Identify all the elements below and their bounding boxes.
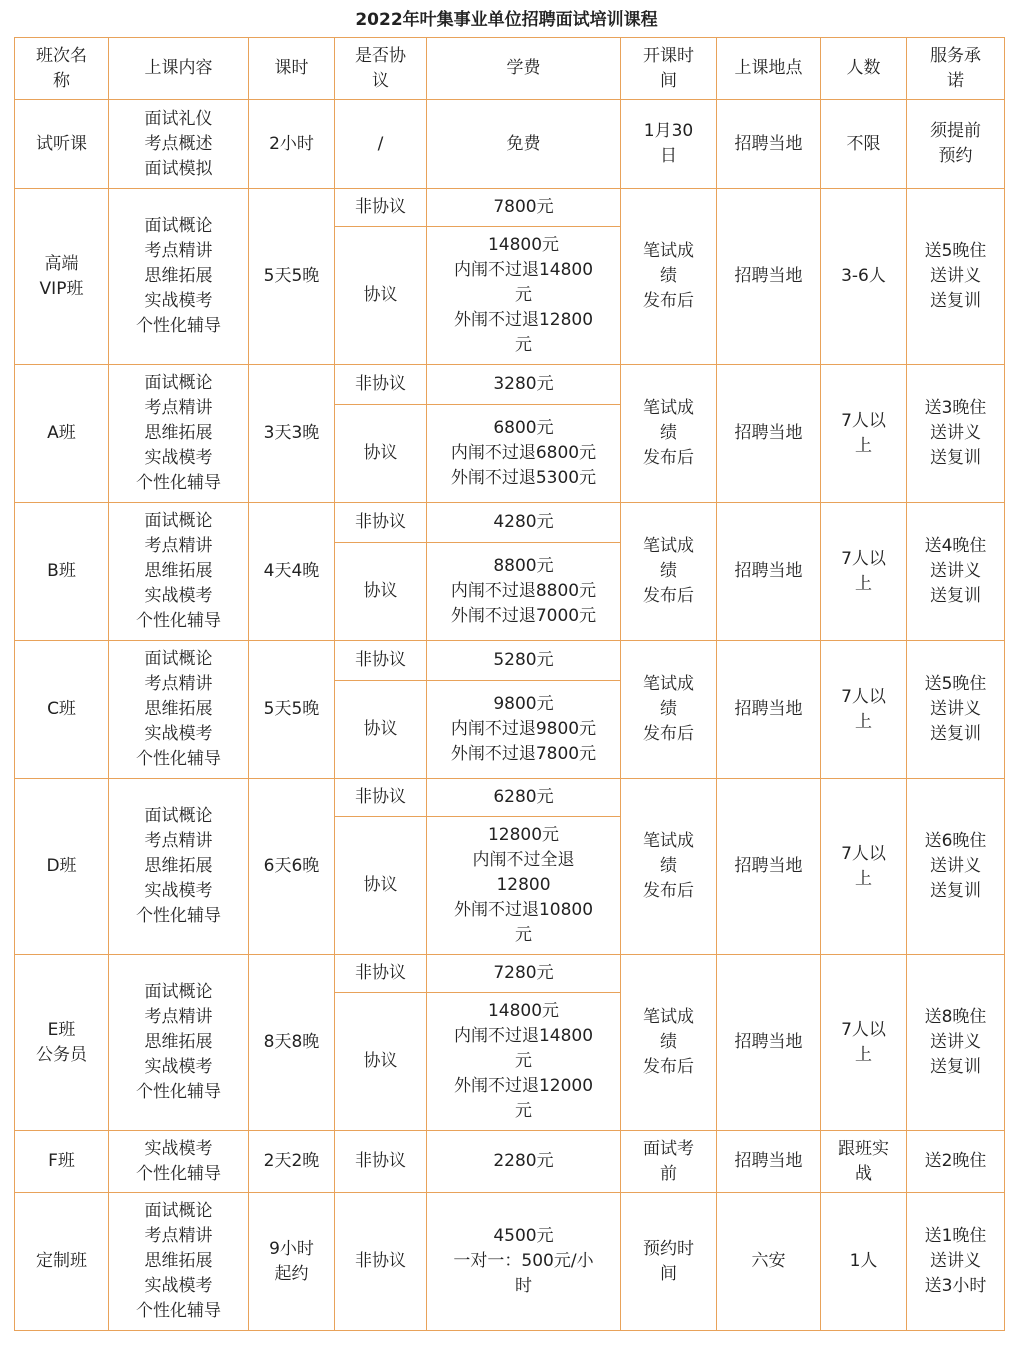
class-location: 招聘当地 — [717, 779, 821, 955]
class-start: 笔试成 绩 发布后 — [621, 779, 717, 955]
class-fee: 14800元 内闱不过退14800 元 外闱不过退12800 元 — [427, 227, 621, 365]
class-agreement: 非协议 — [335, 1131, 427, 1193]
class-location: 招聘当地 — [717, 503, 821, 641]
class-name: E班 公务员 — [15, 955, 109, 1131]
class-content: 面试概论 考点精讲 思维拓展 实战模考 个性化辅导 — [109, 503, 249, 641]
class-non-agreement: 非协议 — [335, 503, 427, 543]
class-fee: 9800元 内闱不过退9800元 外闱不过退7800元 — [427, 681, 621, 779]
class-content: 实战模考 个性化辅导 — [109, 1131, 249, 1193]
class-hours: 5天5晚 — [249, 641, 335, 779]
class-fee: 免费 — [427, 100, 621, 189]
table-row — [15, 503, 1005, 543]
class-agreement: 协议 — [335, 993, 427, 1131]
class-content: 面试概论 考点精讲 思维拓展 实战模考 个性化辅导 — [109, 1193, 249, 1331]
class-service: 须提前 预约 — [907, 100, 1005, 189]
class-non-fee: 3280元 — [427, 365, 621, 405]
page-title: 2022年叶集事业单位招聘面试培训课程 — [355, 10, 658, 30]
class-name: 试听课 — [15, 100, 109, 189]
class-size: 3-6人 — [821, 189, 907, 365]
class-service: 送4晚住 送讲义 送复训 — [907, 503, 1005, 641]
class-start: 笔试成 绩 发布后 — [621, 365, 717, 503]
class-agreement: 协议 — [335, 543, 427, 641]
class-start: 笔试成 绩 发布后 — [621, 641, 717, 779]
table-row — [15, 1131, 1005, 1193]
class-location: 六安 — [717, 1193, 821, 1331]
class-agreement: 协议 — [335, 405, 427, 503]
class-service: 送5晚住 送讲义 送复训 — [907, 641, 1005, 779]
class-non-fee: 6280元 — [427, 779, 621, 817]
table-row — [15, 189, 1005, 227]
header-cell: 课时 — [249, 38, 335, 100]
class-non-agreement: 非协议 — [335, 955, 427, 993]
class-hours: 2天2晚 — [249, 1131, 335, 1193]
header-row — [15, 38, 1005, 100]
class-fee: 14800元 内闱不过退14800 元 外闱不过退12000 元 — [427, 993, 621, 1131]
class-hours: 4天4晚 — [249, 503, 335, 641]
class-agreement: 协议 — [335, 681, 427, 779]
class-size: 7人以 上 — [821, 955, 907, 1131]
class-name: 定制班 — [15, 1193, 109, 1331]
class-name: C班 — [15, 641, 109, 779]
class-size: 7人以 上 — [821, 779, 907, 955]
class-location: 招聘当地 — [717, 365, 821, 503]
class-agreement: 非协议 — [335, 1193, 427, 1331]
class-start: 预约时 间 — [621, 1193, 717, 1331]
table-row — [15, 779, 1005, 817]
header-cell: 是否协 议 — [335, 38, 427, 100]
class-service: 送3晚住 送讲义 送复训 — [907, 365, 1005, 503]
header-cell: 人数 — [821, 38, 907, 100]
class-start: 笔试成 绩 发布后 — [621, 189, 717, 365]
class-name: F班 — [15, 1131, 109, 1193]
class-content: 面试概论 考点精讲 思维拓展 实战模考 个性化辅导 — [109, 779, 249, 955]
header-cell: 班次名 称 — [15, 38, 109, 100]
class-non-fee: 4280元 — [427, 503, 621, 543]
class-size: 7人以 上 — [821, 503, 907, 641]
table-row — [15, 641, 1005, 681]
class-non-fee: 7280元 — [427, 955, 621, 993]
class-service: 送8晚住 送讲义 送复训 — [907, 955, 1005, 1131]
class-agreement: / — [335, 100, 427, 189]
class-fee: 8800元 内闱不过退8800元 外闱不过退7000元 — [427, 543, 621, 641]
class-content: 面试概论 考点精讲 思维拓展 实战模考 个性化辅导 — [109, 955, 249, 1131]
class-size: 7人以 上 — [821, 641, 907, 779]
class-location: 招聘当地 — [717, 955, 821, 1131]
course-table — [14, 37, 1005, 1331]
header-cell: 上课地点 — [717, 38, 821, 100]
class-non-agreement: 非协议 — [335, 779, 427, 817]
class-service: 送1晚住 送讲义 送3小时 — [907, 1193, 1005, 1331]
class-non-agreement: 非协议 — [335, 365, 427, 405]
class-start: 面试考 前 — [621, 1131, 717, 1193]
class-fee: 2280元 — [427, 1131, 621, 1193]
class-location: 招聘当地 — [717, 641, 821, 779]
table-row — [15, 365, 1005, 405]
class-size: 跟班实 战 — [821, 1131, 907, 1193]
class-name: A班 — [15, 365, 109, 503]
class-service: 送2晚住 — [907, 1131, 1005, 1193]
class-hours: 9小时 起约 — [249, 1193, 335, 1331]
class-size: 不限 — [821, 100, 907, 189]
class-start: 笔试成 绩 发布后 — [621, 955, 717, 1131]
header-cell: 服务承 诺 — [907, 38, 1005, 100]
class-start: 笔试成 绩 发布后 — [621, 503, 717, 641]
class-content: 面试概论 考点精讲 思维拓展 实战模考 个性化辅导 — [109, 189, 249, 365]
class-non-agreement: 非协议 — [335, 189, 427, 227]
class-content: 面试概论 考点精讲 思维拓展 实战模考 个性化辅导 — [109, 365, 249, 503]
class-agreement: 协议 — [335, 227, 427, 365]
class-hours: 6天6晚 — [249, 779, 335, 955]
class-location: 招聘当地 — [717, 189, 821, 365]
table-row — [15, 1193, 1005, 1331]
class-content: 面试礼仪 考点概述 面试模拟 — [109, 100, 249, 189]
class-name: B班 — [15, 503, 109, 641]
class-non-fee: 7800元 — [427, 189, 621, 227]
table-row — [15, 955, 1005, 993]
class-non-fee: 5280元 — [427, 641, 621, 681]
class-agreement: 协议 — [335, 817, 427, 955]
header-cell: 上课内容 — [109, 38, 249, 100]
class-service: 送6晚住 送讲义 送复训 — [907, 779, 1005, 955]
class-fee: 4500元 一对一：500元/小 时 — [427, 1193, 621, 1331]
class-hours: 2小时 — [249, 100, 335, 189]
class-fee: 6800元 内闱不过退6800元 外闱不过退5300元 — [427, 405, 621, 503]
class-hours: 8天8晚 — [249, 955, 335, 1131]
class-content: 面试概论 考点精讲 思维拓展 实战模考 个性化辅导 — [109, 641, 249, 779]
header-cell: 学费 — [427, 38, 621, 100]
class-hours: 3天3晚 — [249, 365, 335, 503]
table-row — [15, 100, 1005, 189]
class-non-agreement: 非协议 — [335, 641, 427, 681]
class-start: 1月30 日 — [621, 100, 717, 189]
class-size: 7人以 上 — [821, 365, 907, 503]
class-location: 招聘当地 — [717, 1131, 821, 1193]
class-location: 招聘当地 — [717, 100, 821, 189]
class-size: 1人 — [821, 1193, 907, 1331]
class-fee: 12800元 内闱不过全退 12800 外闱不过退10800 元 — [427, 817, 621, 955]
class-name: 高端 VIP班 — [15, 189, 109, 365]
class-name: D班 — [15, 779, 109, 955]
header-cell: 开课时 间 — [621, 38, 717, 100]
class-hours: 5天5晚 — [249, 189, 335, 365]
class-service: 送5晚住 送讲义 送复训 — [907, 189, 1005, 365]
